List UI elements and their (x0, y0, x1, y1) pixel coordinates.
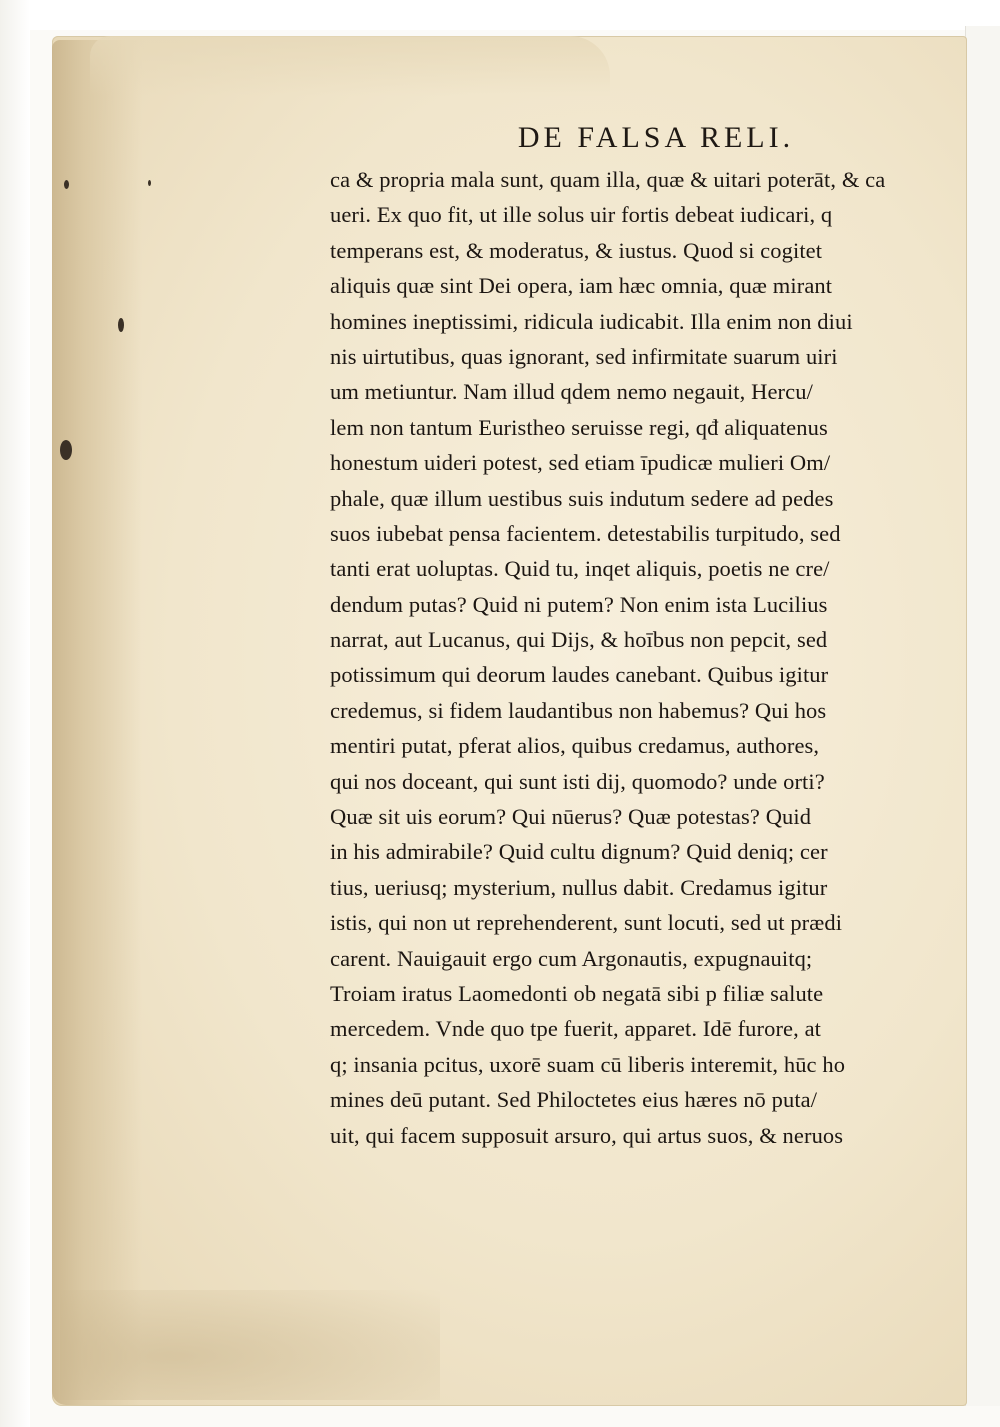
text-line: mentiri putat, pferat alios, quibus credamus, authores, (330, 733, 820, 759)
text-line: Troiam iratus Laomedonti ob negatā sibi p filiæ salute (330, 980, 824, 1006)
text-line: um metiuntur. Nam illud qdem nemo negauit, Hercu/ (330, 379, 813, 405)
text-line: dendum putas? Quid ni putem? Non enim ista Lucilius (330, 591, 828, 617)
text-line: qui nos doceant, qui sunt isti dij, quomodo? unde orti? (330, 768, 825, 794)
page-edge-staining (52, 40, 142, 1405)
text-line: uit, qui facem supposuit arsuro, qui artus suos, & neruos (330, 1122, 844, 1148)
damage-spot (148, 180, 151, 186)
damage-spot (118, 318, 124, 332)
text-line: potissimum qui deorum laudes canebant. Quibus igitur (330, 662, 829, 688)
text-line: tius, ueriusq; mysterium, nullus dabit. Credamus igitur (330, 874, 828, 900)
scan-left-margin (0, 0, 30, 1427)
text-line: tanti erat uoluptas. Quid tu, inqet aliquis, poetis ne cre/ (330, 556, 830, 582)
text-line: temperans est, & moderatus, & iustus. Quod si cogitet (330, 237, 823, 263)
text-line: phale, quæ illum uestibus suis indutum sedere ad pedes (330, 485, 834, 511)
text-line: credemus, si fidem laudantibus non habemus? Qui hos (330, 697, 827, 723)
text-line: q; insania pcitus, uxorē suam cū liberis interemit, hūc ho (330, 1051, 846, 1077)
page-top-staining (90, 36, 610, 96)
text-line: in his admirabile? Quid cultu dignum? Quid deniq; cer (330, 839, 828, 865)
text-line: aliquis quæ sint Dei opera, iam hæc omnia, quæ mirant (330, 273, 833, 299)
text-line: lem non tantum Euristheo seruisse regi, qđ aliquatenus (330, 414, 828, 440)
text-line: homines ineptissimi, ridicula iudicabit. Illa enim non diui (330, 308, 853, 334)
text-line: carent. Nauigauit ergo cum Argonautis, expugnauitq; (330, 945, 813, 971)
damage-spot (60, 440, 72, 460)
text-line: mercedem. Vnde quo tpe fuerit, apparet. Idē furore, at (330, 1016, 822, 1042)
text-line: istis, qui non ut reprehenderent, sunt locuti, sed ut prædi (330, 910, 843, 936)
text-line: honestum uideri potest, sed etiam īpudicæ mulieri Om/ (330, 450, 831, 476)
text-line: ueri. Ex quo fit, ut ille solus uir fortis debeat iudicari, q (330, 202, 833, 228)
damage-spot (64, 180, 69, 189)
printed-text-block (330, 120, 942, 1153)
text-line: narrat, aut Lucanus, qui Dijs, & hoībus non pepcit, sed (330, 627, 828, 653)
text-line: suos iubebat pensa facientem. detestabilis turpitudo, sed (330, 520, 841, 546)
scan-top-margin (0, 0, 1000, 30)
body-text (330, 162, 942, 1153)
text-line: Quæ sit uis eorum? Qui nūerus? Quæ potestas? Quid (330, 804, 812, 830)
text-line: nis uirtutibus, quas ignorant, sed infirmitate suarum uiri (330, 343, 838, 369)
text-line: mines deū putant. Sed Philoctetes eius hæres nō puta/ (330, 1087, 818, 1113)
running-head: DE FALSA RELI. (517, 121, 795, 154)
underlying-sheet (965, 26, 1000, 1406)
text-line: ca & propria mala sunt, quam illa, quæ & uitari poterāt, & ca (330, 167, 886, 192)
page-bottom-wear (60, 1290, 440, 1400)
